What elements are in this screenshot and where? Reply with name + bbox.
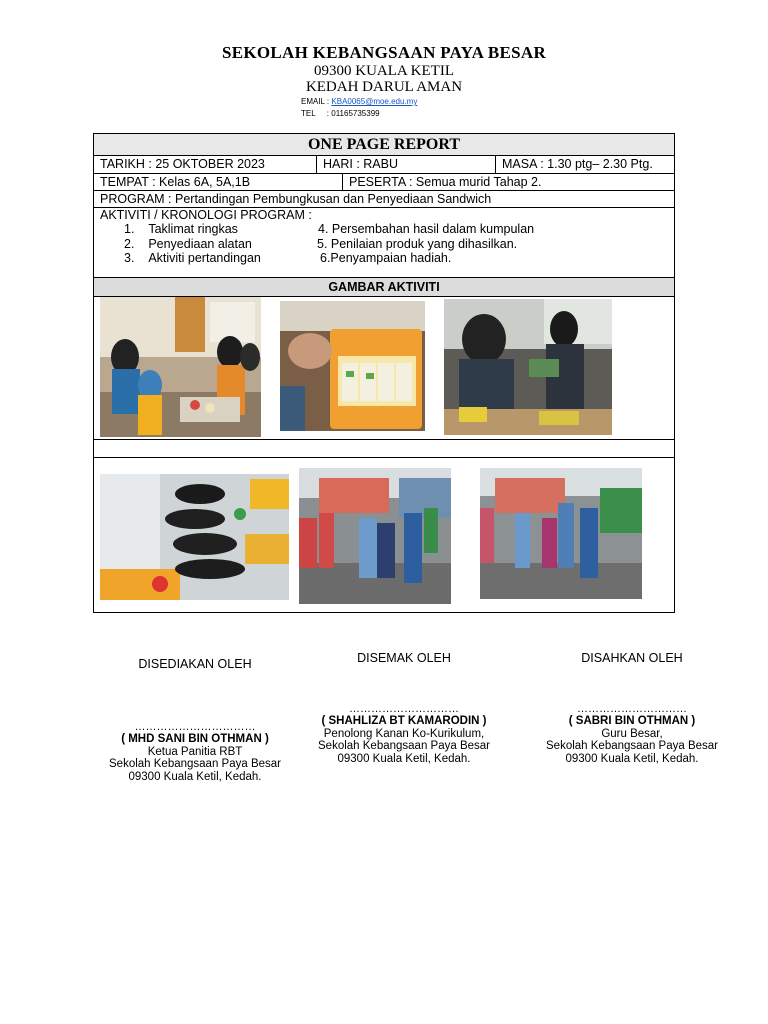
school-name: SEKOLAH KEBANGSAAN PAYA BESAR — [221, 43, 547, 62]
aktiviti-item: 5. Penilaian produk yang dihasilkan. — [317, 236, 518, 251]
program-cell: PROGRAM : Pertandingan Pembungkusan dan Penyediaan Sandwich — [100, 192, 492, 206]
photo-classroom-group — [100, 297, 261, 437]
email-label: EMAIL : — [301, 97, 330, 106]
aktiviti-left-list — [124, 222, 261, 266]
signature-role: Ketua Panitia RBT — [147, 745, 243, 758]
masa-cell: MASA : 1.30 ptg– 2.30 Ptg. — [495, 156, 674, 173]
tel-label: TEL — [301, 109, 316, 118]
signature-dots: …………………………… — [134, 720, 256, 733]
venue-row — [94, 174, 674, 191]
signature-prepared — [95, 658, 295, 783]
report-table — [93, 133, 675, 613]
report-title: ONE PAGE REPORT — [94, 134, 674, 156]
aktiviti-item: 3. Aktiviti pertandingan — [124, 251, 261, 265]
aktiviti-heading: AKTIVITI / KRONOLOGI PROGRAM : — [100, 208, 312, 222]
date-row — [94, 156, 674, 174]
signature-label: DISAHKAN OLEH — [581, 651, 683, 665]
program-row — [94, 191, 674, 208]
email-link[interactable]: KBA0065@moe.edu.my — [331, 97, 418, 106]
signature-address: 09300 Kuala Ketil, Kedah. — [337, 752, 471, 765]
signature-school: Sekolah Kebangsaan Paya Besar — [318, 740, 490, 752]
signature-name: ( SHAHLIZA BT KAMARODIN ) — [321, 715, 487, 727]
aktiviti-item: 1. Taklimat ringkas — [124, 222, 238, 236]
signature-address: 09300 Kuala Ketil, Kedah. — [128, 770, 262, 783]
signature-name: ( SABRI BIN OTHMAN ) — [568, 715, 696, 727]
aktiviti-item: 4. Persembahan hasil dalam kumpulan — [318, 222, 535, 236]
tarikh-cell: TARIKH : 25 OKTOBER 2023 — [100, 157, 265, 171]
tel-value: : 01165735399 — [326, 109, 380, 118]
signature-dots: ………………………… — [577, 702, 687, 715]
tempat-cell: TEMPAT : Kelas 6A, 5A,1B — [100, 175, 251, 189]
hari-cell: HARI : RABU — [316, 156, 496, 173]
photo-prize-giving-1 — [299, 468, 451, 604]
signature-label: DISEMAK OLEH — [357, 651, 451, 665]
spacer-row — [94, 440, 674, 458]
photo-students-presenting — [444, 299, 612, 435]
aktiviti-row — [94, 208, 674, 278]
tel-line — [301, 109, 380, 118]
signature-address: 09300 Kuala Ketil, Kedah. — [565, 752, 699, 765]
photo-row-1 — [94, 297, 674, 440]
signature-dots: ………………………… — [349, 702, 459, 715]
photo-row-2 — [94, 458, 674, 613]
aktiviti-item: 6.Penyampaian hadiah. — [320, 251, 452, 265]
peserta-cell: PESERTA : Semua murid Tahap 2. — [342, 174, 674, 190]
signature-label: DISEDIAKAN OLEH — [138, 657, 252, 671]
signature-school: Sekolah Kebangsaan Paya Besar — [109, 758, 281, 770]
school-address-line2: KEDAH DARUL AMAN — [305, 79, 463, 95]
signature-role: Guru Besar, — [601, 727, 663, 740]
photo-prize-giving-2 — [480, 468, 642, 599]
photo-sandwich-box — [280, 301, 425, 431]
aktiviti-right-list — [318, 222, 534, 266]
school-address-line1: 09300 KUALA KETIL — [314, 63, 454, 79]
photo-group-overhead — [100, 474, 289, 600]
signature-approved — [532, 652, 732, 765]
signature-checked — [304, 652, 504, 765]
signature-name: ( MHD SANI BIN OTHMAN ) — [121, 733, 269, 745]
gambar-aktiviti-heading: GAMBAR AKTIVITI — [94, 278, 674, 297]
email-line — [301, 97, 417, 106]
signature-school: Sekolah Kebangsaan Paya Besar — [546, 740, 718, 752]
aktiviti-item: 2. Penyediaan alatan — [124, 236, 252, 251]
signature-role: Penolong Kanan Ko-Kurikulum, — [323, 727, 485, 740]
